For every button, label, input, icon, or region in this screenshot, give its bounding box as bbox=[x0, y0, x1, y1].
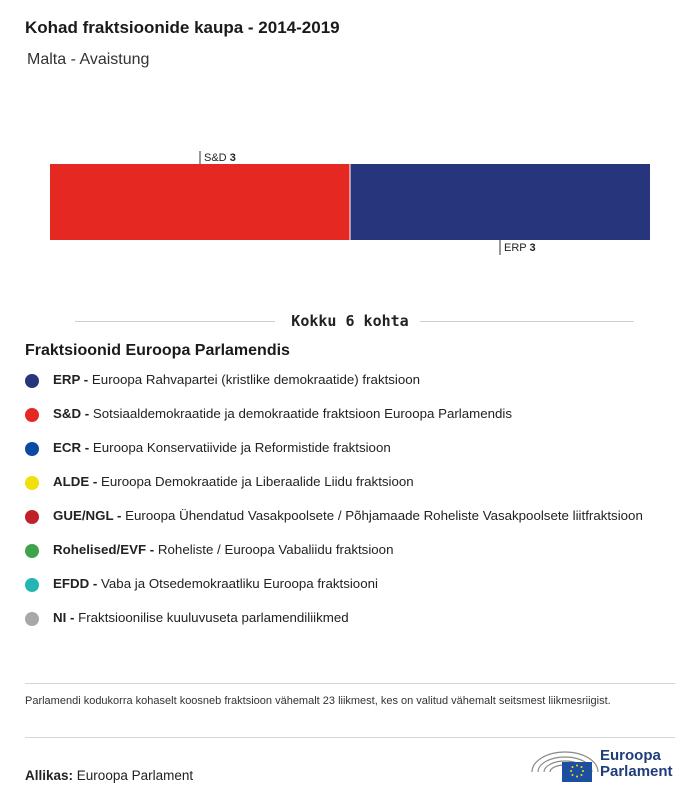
source-value: Euroopa Parlament bbox=[76, 768, 194, 783]
footnote: Parlamendi kodukorra kohaselt koosneb fraktsioon vähemalt 23 liikmest, kes on valitud vähemalt seitsmest liikmesriigist. bbox=[25, 695, 611, 707]
legend-desc: Sotsiaaldemokraatide ja demokraatide fraktsioon Euroopa Parlamendis bbox=[89, 406, 512, 421]
ep-logo-line1: Euroopa bbox=[600, 747, 661, 764]
bar-segment bbox=[50, 164, 350, 240]
bar-data-label: ERP 3 bbox=[504, 242, 536, 254]
bar-segment bbox=[350, 164, 650, 240]
legend-item bbox=[25, 609, 665, 627]
legend bbox=[25, 371, 665, 643]
legend-color-dot bbox=[25, 442, 39, 456]
legend-color-dot bbox=[25, 510, 39, 524]
legend-item bbox=[25, 473, 665, 491]
footer-divider-bottom bbox=[25, 737, 675, 738]
legend-abbr: NI - bbox=[53, 610, 75, 625]
legend-color-dot bbox=[25, 408, 39, 422]
legend-desc: Fraktsioonilise kuuluvuseta parlamendiliikmed bbox=[74, 610, 349, 625]
legend-item bbox=[25, 575, 665, 593]
legend-item bbox=[25, 507, 665, 525]
chart-subtitle: Malta - Avaistung bbox=[27, 51, 150, 68]
legend-color-dot bbox=[25, 544, 39, 558]
seat-bar-chart bbox=[0, 140, 700, 270]
source-line bbox=[25, 768, 193, 783]
legend-abbr: ALDE - bbox=[53, 474, 98, 489]
legend-item bbox=[25, 541, 665, 559]
legend-color-dot bbox=[25, 476, 39, 490]
bar-data-label: S&D 3 bbox=[204, 152, 236, 164]
chart-title: Kohad fraktsioonide kaupa - 2014-2019 bbox=[25, 18, 340, 37]
legend-abbr: Rohelised/EVF - bbox=[53, 542, 155, 557]
legend-title: Fraktsioonid Euroopa Parlamendis bbox=[25, 342, 290, 359]
legend-item bbox=[25, 371, 665, 389]
legend-desc: Vaba ja Otsedemokraatliku Euroopa fraktsiooni bbox=[97, 576, 378, 591]
legend-desc: Euroopa Demokraatide ja Liberaalide Liidu fraktsioon bbox=[97, 474, 414, 489]
legend-abbr: EFDD - bbox=[53, 576, 98, 591]
footer-divider-top bbox=[25, 683, 675, 684]
legend-abbr: GUE/NGL - bbox=[53, 508, 122, 523]
legend-color-dot bbox=[25, 578, 39, 592]
legend-color-dot bbox=[25, 374, 39, 388]
legend-item bbox=[25, 405, 665, 423]
legend-abbr: ECR - bbox=[53, 440, 90, 455]
legend-abbr: S&D - bbox=[53, 406, 90, 421]
legend-desc: Euroopa Rahvapartei (kristlike demokraatide) fraktsioon bbox=[88, 372, 421, 387]
source-label: Allikas: bbox=[25, 768, 74, 783]
legend-abbr: ERP - bbox=[53, 372, 89, 387]
legend-desc: Roheliste / Euroopa Vabaliidu fraktsioon bbox=[154, 542, 394, 557]
total-seats-label: Kokku 6 kohta bbox=[0, 312, 700, 330]
ep-logo-text bbox=[600, 748, 673, 780]
legend-color-dot bbox=[25, 612, 39, 626]
ep-logo-line2: Parlament bbox=[600, 763, 673, 780]
legend-desc: Euroopa Konservatiivide ja Reformistide fraktsioon bbox=[89, 440, 391, 455]
legend-item bbox=[25, 439, 665, 457]
legend-desc: Euroopa Ühendatud Vasakpoolsete / Põhjamaade Roheliste Vasakpoolsete liitfraktsioon bbox=[121, 508, 643, 523]
